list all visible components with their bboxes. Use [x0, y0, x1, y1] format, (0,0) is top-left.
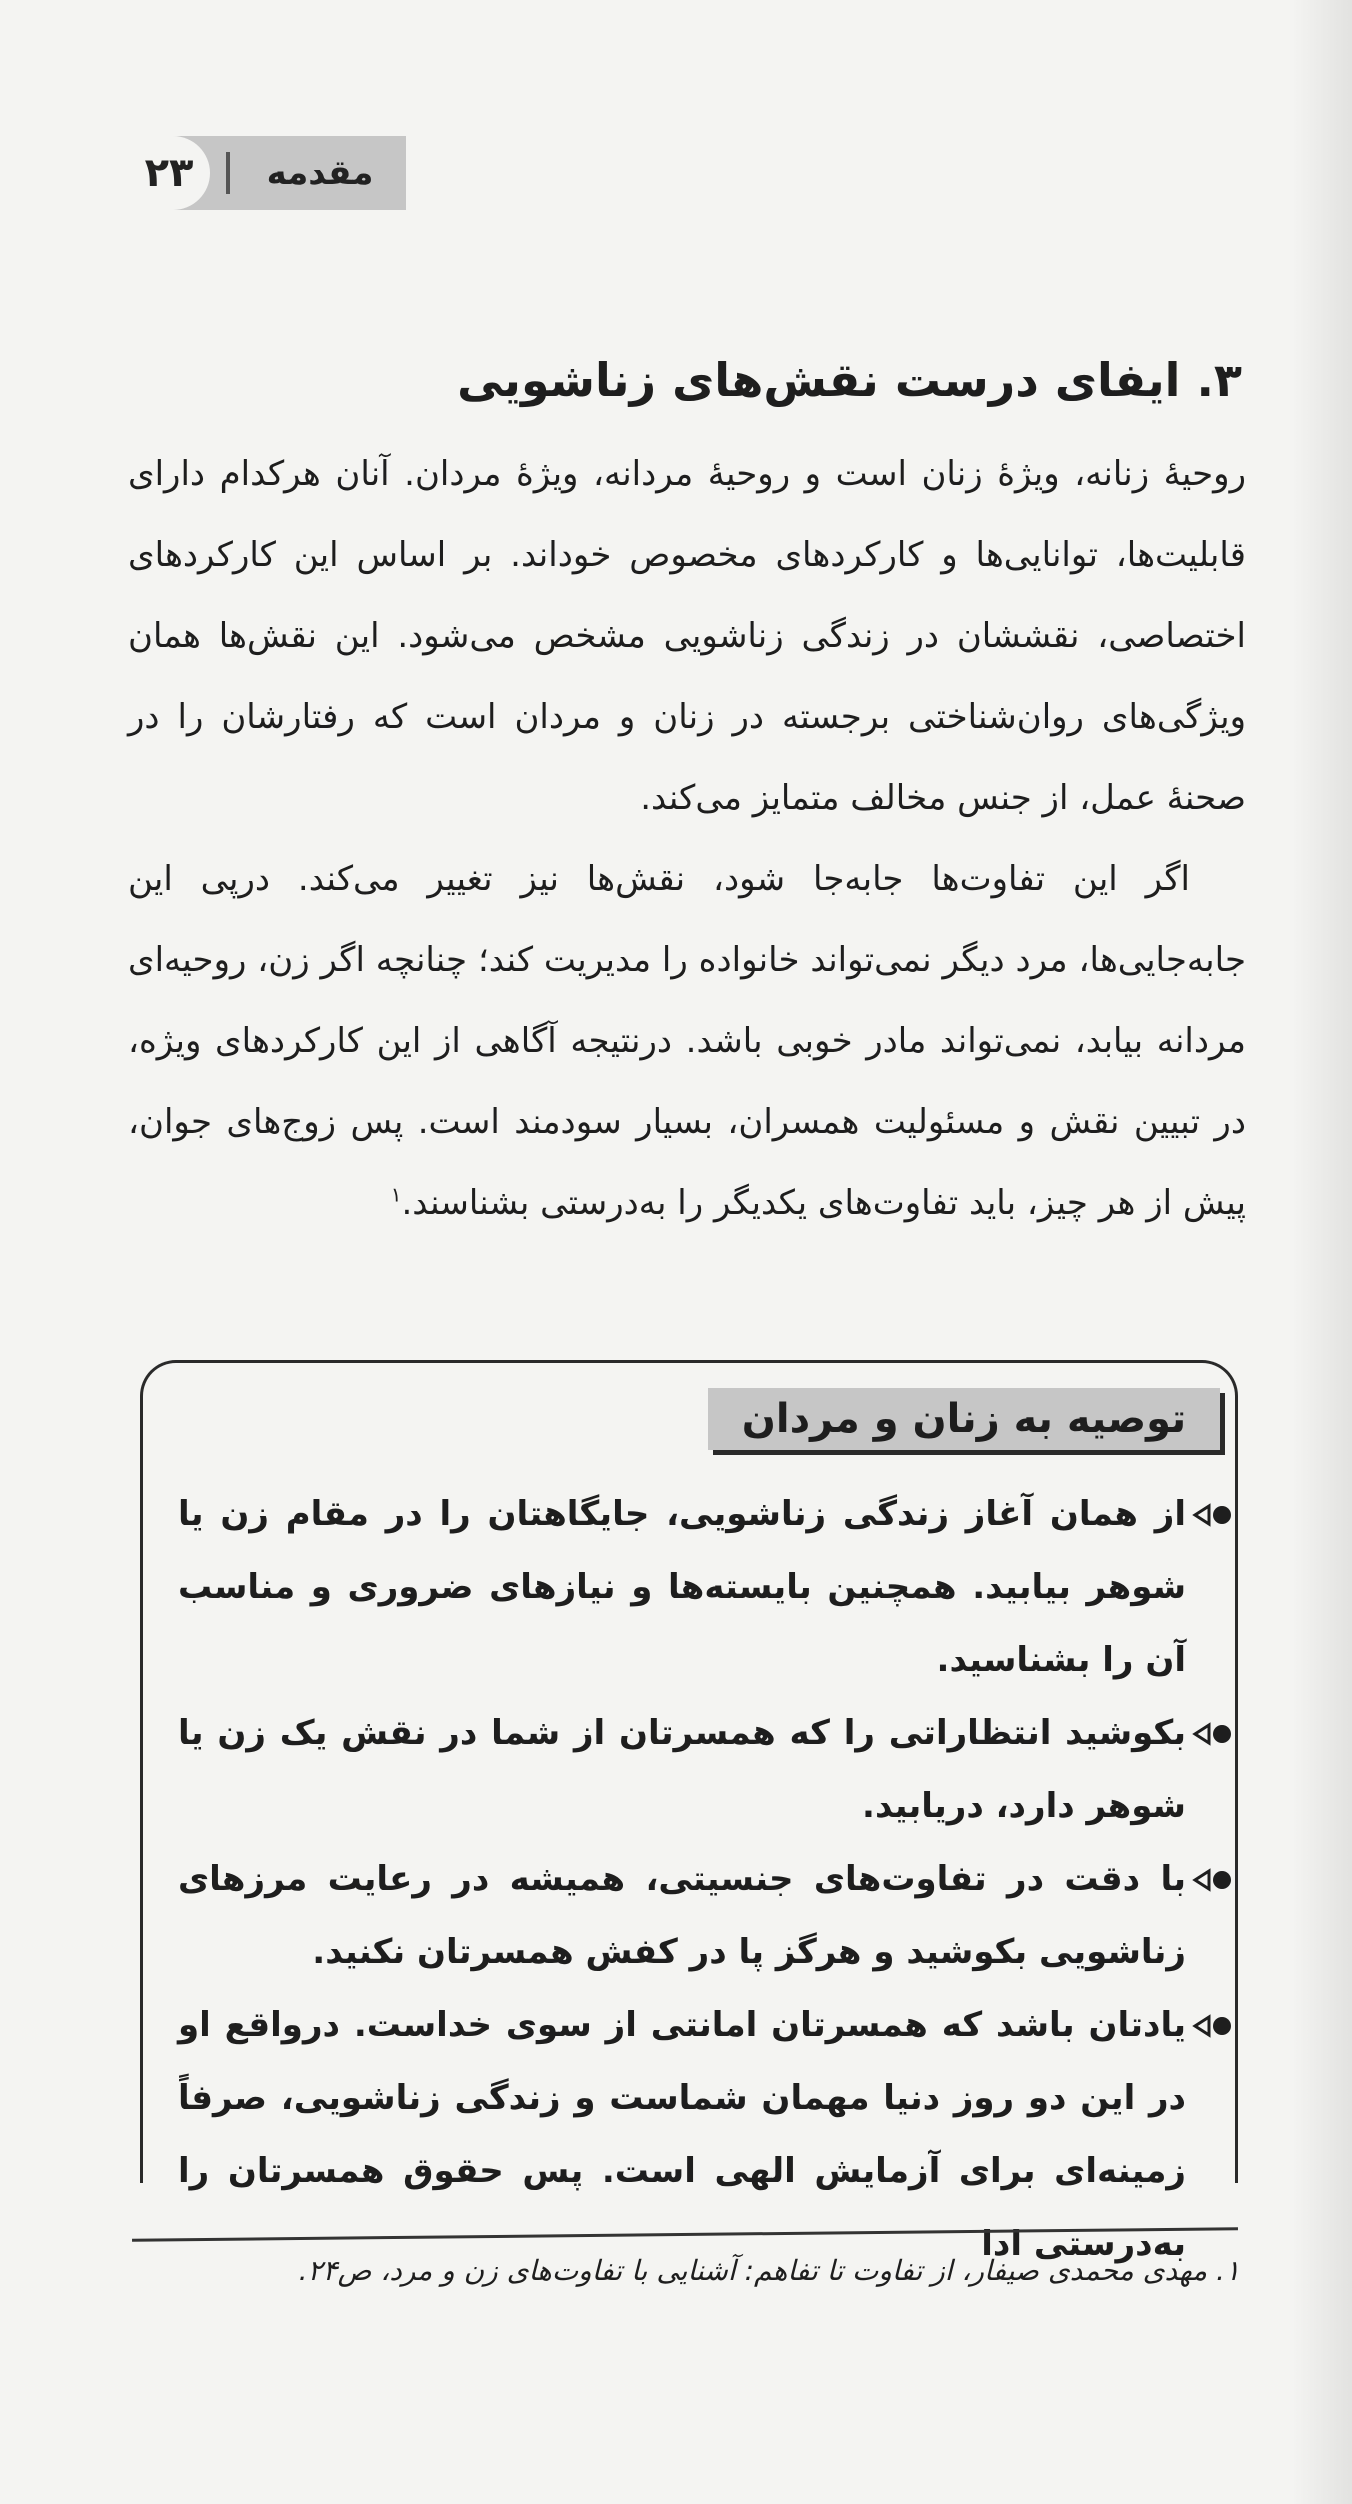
footnote: ۱. مهدی محمدی صیفار، از تفاوت تا تفاهم: آشنایی با تفاوت‌های زن و مرد، ص۲۴. — [298, 2254, 1240, 2287]
list-item — [178, 1478, 1232, 1697]
paragraph-2-text: اگر این تفاوت‌ها جابه‌جا شود، نقش‌ها نیز تغییر می‌کند. درپی این جابه‌جایی‌ها، مرد دیگر نمی‌تواند خانواده را مدیریت کند؛ چنانچه اگر زن، روحیه‌ای مردانه بیابد، نمی‌تواند مادر خوبی باشد. درنتیجه آگاهی از این کارکردهای ویژه، در تبیین نقش و مسئولیت همسران، بسیار سودمند است. پس زوج‌های جوان، پیش از هر چیز، باید تفاوت‌های یکدیگر را به‌درستی بشناسند. — [128, 859, 1246, 1223]
body-text — [128, 434, 1246, 1244]
arrow-bullet-icon — [1192, 1720, 1232, 1748]
paragraph-2 — [128, 839, 1246, 1244]
list-item-text: از همان آغاز زندگی زناشویی، جایگاهتان را در مقام زن یا شوهر بیابید. همچنین بایسته‌ها و نیازهای ضروری و مناسب آن را بشناسید. — [178, 1494, 1186, 1680]
arrow-bullet-icon — [1192, 1501, 1232, 1529]
paragraph-1: روحیهٔ زنانه، ویژهٔ زنان است و روحیهٔ مردانه، ویژهٔ مردان. آنان هرکدام دارای قابلیت‌ها، توانایی‌ها و کارکردهای مخصوص خوداند. بر اساس این کارکردهای اختصاصی، نقششان در زندگی زناشویی مشخص می‌شود. این نقش‌ها همان ویژگی‌های روان‌شناختی برجسته در زنان و مردان است که رفتارشان را در صحنهٔ عمل، از جنس مخالف متمایز می‌کند. — [128, 454, 1246, 818]
footnote-marker[interactable]: ۱ — [390, 1182, 402, 1207]
chapter-name: مقدمه — [266, 153, 374, 193]
list-item-text: یادتان باشد که همسرتان امانتی از سوی خداست. درواقع او در این دو روز دنیا مهمان شماست و زندگی زناشویی، صرفاً زمینه‌ای برای آزمایش الهی است. پس حقوق همسرتان را به‌درستی ادا — [178, 2005, 1186, 2264]
arrow-bullet-icon — [1192, 2012, 1232, 2040]
header-divider — [226, 152, 230, 194]
section-title: ۳. ایفای درست نقش‌های زناشویی — [457, 353, 1242, 407]
list-item-text: بکوشید انتظاراتی را که همسرتان از شما در نقش یک زن یا شوهر دارد، دریابید. — [178, 1713, 1186, 1826]
recommendation-list — [178, 1478, 1232, 2281]
arrow-bullet-icon — [1192, 1866, 1232, 1894]
list-item — [178, 1697, 1232, 1843]
list-item-text: با دقت در تفاوت‌های جنسیتی، همیشه در رعایت مرزهای زناشویی بکوشید و هرگز پا در کفش همسرتان نکنید. — [178, 1859, 1186, 1972]
recommendation-box-label: توصیه به زنان و مردان — [708, 1388, 1220, 1450]
list-item — [178, 1843, 1232, 1989]
running-header — [128, 136, 406, 210]
page-number: ۲۳ — [128, 136, 210, 210]
page-edge-shadow — [1292, 0, 1352, 2504]
